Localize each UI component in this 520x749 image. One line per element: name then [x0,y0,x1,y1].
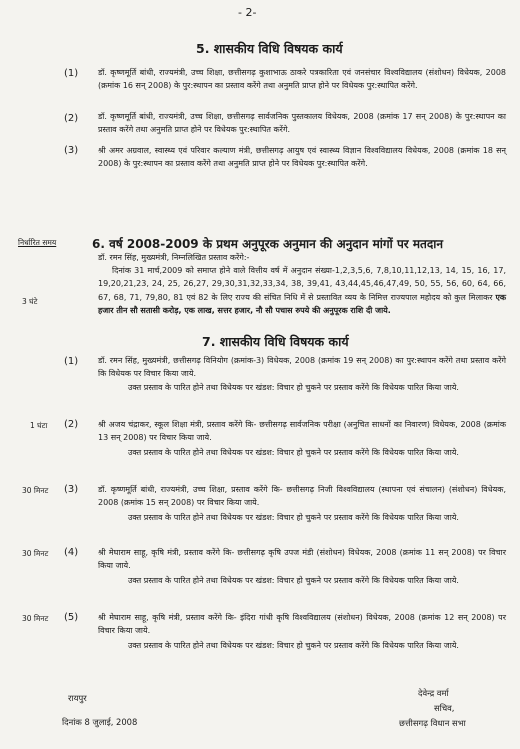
date: दिनांक 8 जुलाई, 2008 [62,717,138,727]
grant-demand-text: दिनांक 31 मार्च,2009 को समाप्त होने वाले वित्तीय वर्ष में अनुदान संख्या-1,2,3,5,6, 7,8,10,11,12,13, 14, 15, 16, 17, 19,20,21,23, 24, 25, 26,27, 29,30,31,32,33,34, 38, 39,41, 43,44,45,46,47,49, 50, 55, 56, 60, 64, 66, 67, 68, 71, 79,80, 81 एवं 82 के लिए राज्य की संचित निधि में से प्रस्तावित व्यय के निमित्त राज्यपाल महोदय को कुल मिलाकर [98,266,506,302]
item-number: (1) [64,68,79,79]
section-6-heading: 6. वर्ष 2008-2009 के प्रथम अनुपूरक अनुमान की अनुदान मांगों पर मतदान [92,237,443,251]
section-7-item-3-note: उक्त प्रस्ताव के पारित होने तथा विधेयक पर खंडश: विचार हो चुकने पर प्रस्ताव करेंगे कि विधेयक पारित किया जाये. [128,513,459,522]
place: रायपुर [68,693,87,703]
section-5-item-2-text: डॉ. कृष्णमूर्ति बांधी, राज्यमंत्री, उच्च शिक्षा, छत्तीसगढ़ सार्वजनिक पुस्तकालय विधेयक, 2008 (क्रमांक 17 सन् 2008) के पुर:स्थापन का प्रस्ताव करेंगे तथा अनुमति प्राप्त होने पर विधेयक पुर:स्थापित करेंगे. [98,112,506,135]
item-number: (3) [64,484,79,495]
item-number: (5) [64,612,79,623]
signatory-designation: सचिव, [434,703,455,713]
section-7-item-1-note: उक्त प्रस्ताव के पारित होने तथा विधेयक पर खंडश: विचार हो चुकने पर प्रस्ताव करेंगे कि विधेयक पारित किया जाये. [128,383,459,392]
time-allotted: 30 मिनट [22,486,49,495]
supplementary-amount: एक हजार तीन सौ सतासी करोड़, एक लाख, सत्तर हजार, नौ सौ पचास रुपये की अनुपूरक राशि दी जाये. [98,292,507,316]
section-7-item-4-note: उक्त प्रस्ताव के पारित होने तथा विधेयक पर खंडश: विचार हो चुकने पर प्रस्ताव करेंगे कि विधेयक पारित किया जाये. [128,576,459,585]
item-number: (4) [64,547,79,558]
section-6-body [98,264,506,318]
signatory-office: छत्तीसगढ़ विधान सभा [399,718,466,728]
section-7-item-2-note: उक्त प्रस्ताव के पारित होने तथा विधेयक पर खंडश: विचार हो चुकने पर प्रस्ताव करेंगे कि विधेयक पारित किया जाये. [128,448,459,457]
section-7-heading: 7. शासकीय विधि विषयक कार्य [202,334,349,349]
item-number: (2) [64,113,79,124]
item-number: (1) [64,356,79,367]
signatory-name: देवेन्द्र वर्मा [418,688,449,698]
item-number: (2) [64,419,79,430]
section-7-item-1-text: डॉ. रमन सिंह, मुख्यमंत्री, छत्तीसगढ़ विनियोग (क्रमांक-3) विधेयक, 2008 (क्रमांक 19 सन् 2008) का पुर:स्थापन करेंगे तथा प्रस्ताव करेंगे कि विधेयक पर विचार किया जाये. [98,356,506,379]
section-7-item-3-text: डॉ. कृष्णमूर्ति बांधी, राज्यमंत्री, उच्च शिक्षा, प्रस्ताव करेंगे कि- छत्तीसगढ़ निजी विश्वविद्यालय (स्थापना एवं संचालन) (संशोधन) विधेयक, 2008 (क्रमांक 15 सन् 2008) पर विचार किया जाये. [98,485,506,508]
section-5-heading: 5. शासकीय विधि विषयक कार्य [196,41,343,56]
schedule-time-heading: निर्धारित समय [18,238,57,247]
item-number: (3) [64,145,79,156]
section-6-mover: डॉ. रमन सिंह, मुख्यमंत्री, निम्नलिखित प्रस्ताव करेंगे:- [98,253,250,262]
section-5-item-3-text: श्री अमर अग्रवाल, स्वास्थ्य एवं परिवार कल्याण मंत्री, छत्तीसगढ़ आयुष एवं स्वास्थ्य विज्ञान विश्वविद्यालय विधेयक, 2008 (क्रमांक 18 सन् 2008) के पुर:स्थापन का प्रस्ताव करेंगे तथा अनुमति प्राप्त होने पर विधेयक पुर:स्थापित करेंगे. [98,146,506,169]
time-allotted: 1 घंटा [30,421,48,430]
section-7-item-5-text: श्री मेघाराम साहू, कृषि मंत्री, प्रस्ताव करेंगे कि- इंदिरा गांधी कृषि विश्वविद्यालय (संशोधन) विधेयक, 2008 (क्रमांक 12 सन् 2008) पर विचार किया जाये. [98,613,506,636]
time-allotted: 30 मिनट [22,614,49,623]
section-7-item-5-note: उक्त प्रस्ताव के पारित होने तथा विधेयक पर खंडश: विचार हो चुकने पर प्रस्ताव करेंगे कि विधेयक पारित किया जाये. [128,641,459,650]
section-7-item-2-text: श्री अजय चंद्राकर, स्कूल शिक्षा मंत्री, प्रस्ताव करेंगे कि- छत्तीसगढ़ सार्वजनिक परीक्षा (अनुचित साधनों का निवारण) विधेयक, 2008 (क्रमांक 13 सन् 2008) पर विचार किया जाये. [98,420,506,443]
time-allotted: 3 घंटे [22,297,38,306]
section-5-item-1-text: डॉ. कृष्णमूर्ति बांधी, राज्यमंत्री, उच्च शिक्षा, छत्तीसगढ़ कुशाभाऊ ठाकरे पत्रकारिता एवं जनसंचार विश्वविद्यालय (संशोधन) विधेयक, 2008 (क्रमांक 16 सन् 2008) के पुर:स्थापन का प्रस्ताव करेंगे तथा अनुमति प्राप्त होने पर विधेयक पुर:स्थापित करेंगे. [98,68,506,91]
time-allotted: 30 मिनट [22,549,49,558]
section-7-item-4-text: श्री मेघाराम साहू, कृषि मंत्री, प्रस्ताव करेंगे कि- छत्तीसगढ़ कृषि उपज मंडी (संशोधन) विधेयक, 2008 (क्रमांक 11 सन् 2008) पर विचार किया जाये. [98,548,506,571]
page-number: - 2- [238,6,257,19]
